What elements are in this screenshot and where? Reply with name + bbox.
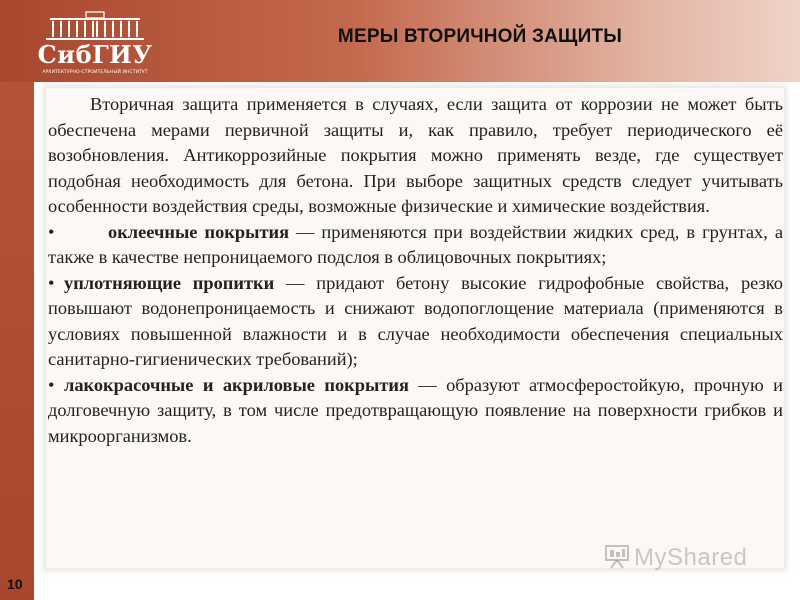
item-term: уплотняющие пропитки bbox=[64, 272, 275, 293]
intro-paragraph: Вторичная защита применяется в случаях, если защита от коррозии не может быть обеспечена мерами первичной защиты и, как правило, требует периодического её возобновления. Антикоррозийные покрытия можно применять везде, где существует подобная необходимость для бетона. При выборе защитных средств следует учитывать особенности воздействия среды, возможные физические и химические воздействия. bbox=[48, 94, 783, 216]
watermark-text: MyShared bbox=[634, 544, 748, 571]
item-text: — образуют атмосферостойкую, прочную и долговечную защиту, в том числе предотвращающую появление на поверхности грибков и микроорганизмов. bbox=[48, 374, 783, 446]
list-item bbox=[48, 220, 783, 271]
university-logo bbox=[36, 8, 154, 78]
bullet: • bbox=[48, 221, 55, 242]
left-accent-bar bbox=[0, 0, 34, 600]
slide-header bbox=[0, 0, 800, 82]
item-text: — придают бетону высокие гидрофобные свойства, резко повышают водонепроницаемость и снижают водопоглощение материала (применяются в условиях повышенной влажности и в случае необходимости обеспечения специальных санитарно-гигиенических требований); bbox=[48, 272, 784, 369]
bullet: • bbox=[48, 272, 55, 293]
list-item bbox=[48, 271, 783, 373]
logo-name: СибГИУ bbox=[37, 40, 153, 69]
building-icon bbox=[42, 10, 148, 42]
bullet: • bbox=[48, 374, 55, 395]
list-item bbox=[48, 373, 783, 450]
item-term: лакокрасочные и акриловые покрытия bbox=[64, 374, 409, 395]
slide-body bbox=[48, 92, 783, 449]
item-text: — применяются при воздействии жидких сред, в грунтах, а также в качестве непроницаемого подслоя в облицовочных покрытиях; bbox=[48, 221, 784, 267]
logo-subtitle: АРХИТЕКТУРНО-СТРОИТЕЛЬНЫЙ ИНСТИТУТ bbox=[42, 70, 148, 75]
item-term: оклеечные покрытия bbox=[108, 221, 290, 242]
page-number: 10 bbox=[7, 576, 23, 592]
presentation-icon bbox=[604, 543, 630, 569]
watermark bbox=[604, 543, 747, 572]
slide-title: МЕРЫ ВТОРИЧНОЙ ЗАЩИТЫ bbox=[337, 26, 623, 47]
